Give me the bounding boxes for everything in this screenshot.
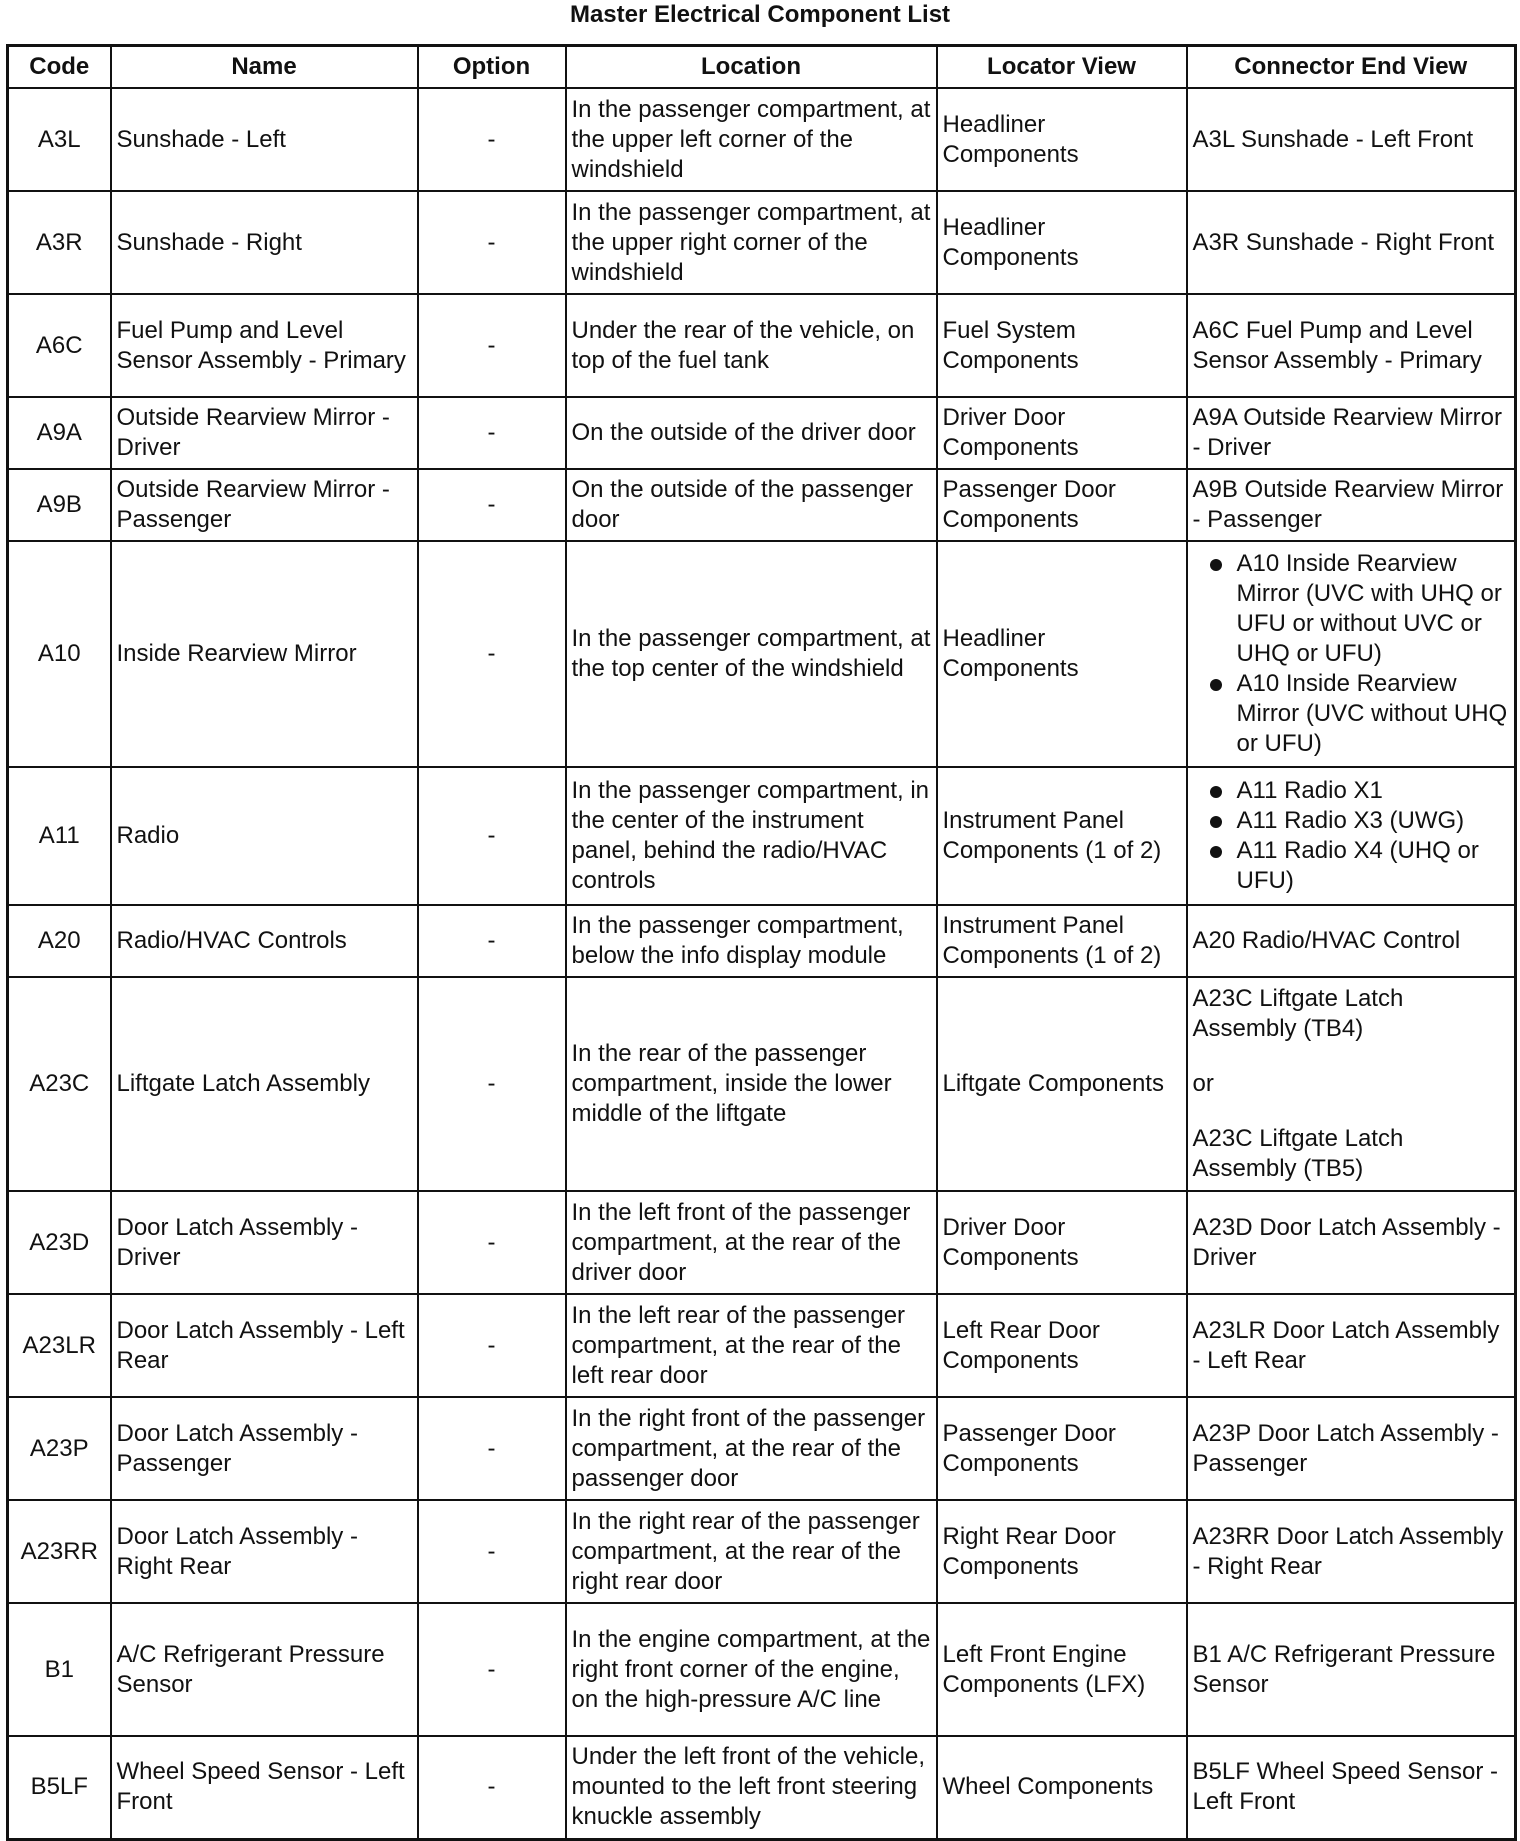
cell-option: - <box>418 469 566 541</box>
connector-bullet-list <box>1193 549 1510 759</box>
cell-locator-view: Driver Door Components <box>937 397 1187 469</box>
cell-code: A11 <box>8 767 111 905</box>
cell-name: A/C Refrigerant Pressure Sensor <box>111 1603 418 1736</box>
table-row <box>8 767 1516 905</box>
line-spacer <box>1193 1044 1510 1069</box>
table-row <box>8 1397 1516 1500</box>
cell-code: A6C <box>8 294 111 397</box>
cell-option: - <box>418 397 566 469</box>
cell-code: A23C <box>8 977 111 1191</box>
column-header-option: Option <box>418 46 566 89</box>
cell-code: A23RR <box>8 1500 111 1603</box>
cell-code: A23P <box>8 1397 111 1500</box>
cell-locator-view: Wheel Components <box>937 1736 1187 1839</box>
column-header-connector-end-view: Connector End View <box>1187 46 1516 89</box>
cell-location: In the left front of the passenger compartment, at the rear of the driver door <box>566 1191 937 1294</box>
cell-locator-view: Left Front Engine Components (LFX) <box>937 1603 1187 1736</box>
column-header-name: Name <box>111 46 418 89</box>
cell-name: Wheel Speed Sensor - Left Front <box>111 1736 418 1839</box>
cell-connector-end-view: A23RR Door Latch Assembly - Right Rear <box>1187 1500 1516 1603</box>
cell-option: - <box>418 1191 566 1294</box>
cell-name: Door Latch Assembly - Passenger <box>111 1397 418 1500</box>
cell-option: - <box>418 191 566 294</box>
cell-option: - <box>418 1500 566 1603</box>
cell-connector-end-view <box>1187 541 1516 767</box>
cell-location: In the passenger compartment, in the center of the instrument panel, behind the radio/HVAC controls <box>566 767 937 905</box>
cell-connector-end-view: A9B Outside Rearview Mirror - Passenger <box>1187 469 1516 541</box>
cell-locator-view: Headliner Components <box>937 191 1187 294</box>
cell-code: B1 <box>8 1603 111 1736</box>
cell-location: In the passenger compartment, at the upper left corner of the windshield <box>566 88 937 191</box>
header-row <box>8 46 1516 89</box>
cell-name: Sunshade - Left <box>111 88 418 191</box>
cell-option: - <box>418 541 566 767</box>
cell-code: A23LR <box>8 1294 111 1397</box>
cell-connector-end-view: A6C Fuel Pump and Level Sensor Assembly - Primary <box>1187 294 1516 397</box>
cell-location: In the passenger compartment, at the upper right corner of the windshield <box>566 191 937 294</box>
column-header-location: Location <box>566 46 937 89</box>
cell-name: Inside Rearview Mirror <box>111 541 418 767</box>
component-table <box>6 44 1517 1841</box>
cell-option: - <box>418 1294 566 1397</box>
cell-option: - <box>418 905 566 977</box>
bullet-item: A11 Radio X1 <box>1237 776 1510 806</box>
cell-code: A20 <box>8 905 111 977</box>
table-row <box>8 1294 1516 1397</box>
cell-name: Door Latch Assembly - Driver <box>111 1191 418 1294</box>
cell-locator-view: Passenger Door Components <box>937 469 1187 541</box>
cell-name: Sunshade - Right <box>111 191 418 294</box>
line-spacer <box>1193 1099 1510 1124</box>
cell-location: In the right rear of the passenger compartment, at the rear of the right rear door <box>566 1500 937 1603</box>
cell-code: A9B <box>8 469 111 541</box>
cell-locator-view: Liftgate Components <box>937 977 1187 1191</box>
cell-connector-end-view: A20 Radio/HVAC Control <box>1187 905 1516 977</box>
cell-location: In the engine compartment, at the right front corner of the engine, on the high-pressure A/C line <box>566 1603 937 1736</box>
table-row <box>8 469 1516 541</box>
cell-code: A3R <box>8 191 111 294</box>
cell-locator-view: Right Rear Door Components <box>937 1500 1187 1603</box>
bullet-item: A11 Radio X4 (UHQ or UFU) <box>1237 836 1510 896</box>
cell-option: - <box>418 1397 566 1500</box>
cell-locator-view: Instrument Panel Components (1 of 2) <box>937 905 1187 977</box>
cell-location: In the right front of the passenger compartment, at the rear of the passenger door <box>566 1397 937 1500</box>
cell-locator-view: Headliner Components <box>937 88 1187 191</box>
table-row <box>8 191 1516 294</box>
cell-locator-view: Headliner Components <box>937 541 1187 767</box>
cell-name: Liftgate Latch Assembly <box>111 977 418 1191</box>
cell-name: Fuel Pump and Level Sensor Assembly - Primary <box>111 294 418 397</box>
cell-code: A3L <box>8 88 111 191</box>
cell-connector-end-view: A9A Outside Rearview Mirror - Driver <box>1187 397 1516 469</box>
cell-name: Radio/HVAC Controls <box>111 905 418 977</box>
cell-location: On the outside of the passenger door <box>566 469 937 541</box>
connector-bullet-list <box>1193 776 1510 896</box>
cell-connector-end-view <box>1187 977 1516 1191</box>
column-header-locator-view: Locator View <box>937 46 1187 89</box>
table-row <box>8 1736 1516 1839</box>
cell-locator-view: Driver Door Components <box>937 1191 1187 1294</box>
cell-option: - <box>418 767 566 905</box>
cell-connector-end-view: A23LR Door Latch Assembly - Left Rear <box>1187 1294 1516 1397</box>
cell-code: A23D <box>8 1191 111 1294</box>
document-title: Master Electrical Component List <box>569 1 951 28</box>
bullet-item: A10 Inside Rearview Mirror (UVC with UHQ or UFU or without UVC or UHQ or UFU) <box>1237 549 1510 669</box>
cell-locator-view: Passenger Door Components <box>937 1397 1187 1500</box>
table-row <box>8 397 1516 469</box>
cell-location: In the passenger compartment, below the info display module <box>566 905 937 977</box>
cell-locator-view: Instrument Panel Components (1 of 2) <box>937 767 1187 905</box>
cell-location: Under the rear of the vehicle, on top of the fuel tank <box>566 294 937 397</box>
cell-connector-end-view: B5LF Wheel Speed Sensor - Left Front <box>1187 1736 1516 1839</box>
cell-option: - <box>418 294 566 397</box>
cell-code: A10 <box>8 541 111 767</box>
connector-line: A23C Liftgate Latch Assembly (TB4) <box>1192 985 1404 1042</box>
cell-locator-view: Fuel System Components <box>937 294 1187 397</box>
cell-code: A9A <box>8 397 111 469</box>
cell-connector-end-view: A3R Sunshade - Right Front <box>1187 191 1516 294</box>
cell-code: B5LF <box>8 1736 111 1839</box>
table-row <box>8 1500 1516 1603</box>
cell-name: Outside Rearview Mirror - Passenger <box>111 469 418 541</box>
cell-name: Outside Rearview Mirror - Driver <box>111 397 418 469</box>
cell-name: Door Latch Assembly - Right Rear <box>111 1500 418 1603</box>
cell-name: Radio <box>111 767 418 905</box>
cell-connector-end-view: A23D Door Latch Assembly - Driver <box>1187 1191 1516 1294</box>
cell-location: In the left rear of the passenger compartment, at the rear of the left rear door <box>566 1294 937 1397</box>
column-header-code: Code <box>8 46 111 89</box>
cell-option: - <box>418 88 566 191</box>
cell-locator-view: Left Rear Door Components <box>937 1294 1187 1397</box>
connector-line: A23C Liftgate Latch Assembly (TB5) <box>1192 1125 1404 1182</box>
bullet-item: A10 Inside Rearview Mirror (UVC without UHQ or UFU) <box>1236 670 1508 757</box>
cell-connector-end-view: A23P Door Latch Assembly - Passenger <box>1187 1397 1516 1500</box>
bullet-item: A11 Radio X3 (UWG) <box>1237 806 1510 836</box>
table-row <box>8 1603 1516 1736</box>
table-row <box>8 977 1516 1191</box>
cell-location: Under the left front of the vehicle, mounted to the left front steering knuckle assembly <box>566 1736 937 1839</box>
cell-location: In the rear of the passenger compartment, inside the lower middle of the liftgate <box>566 977 937 1191</box>
cell-option: - <box>418 1603 566 1736</box>
cell-name: Door Latch Assembly - Left Rear <box>111 1294 418 1397</box>
connector-line: or <box>1192 1070 1214 1097</box>
cell-connector-end-view <box>1187 767 1516 905</box>
table-row <box>8 1191 1516 1294</box>
cell-option: - <box>418 1736 566 1839</box>
table-row <box>8 541 1516 767</box>
cell-location: On the outside of the driver door <box>566 397 937 469</box>
cell-location: In the passenger compartment, at the top center of the windshield <box>566 541 937 767</box>
cell-connector-end-view: B1 A/C Refrigerant Pressure Sensor <box>1187 1603 1516 1736</box>
cell-connector-end-view: A3L Sunshade - Left Front <box>1187 88 1516 191</box>
table-row <box>8 88 1516 191</box>
table-row <box>8 294 1516 397</box>
cell-option: - <box>418 977 566 1191</box>
table-row <box>8 905 1516 977</box>
